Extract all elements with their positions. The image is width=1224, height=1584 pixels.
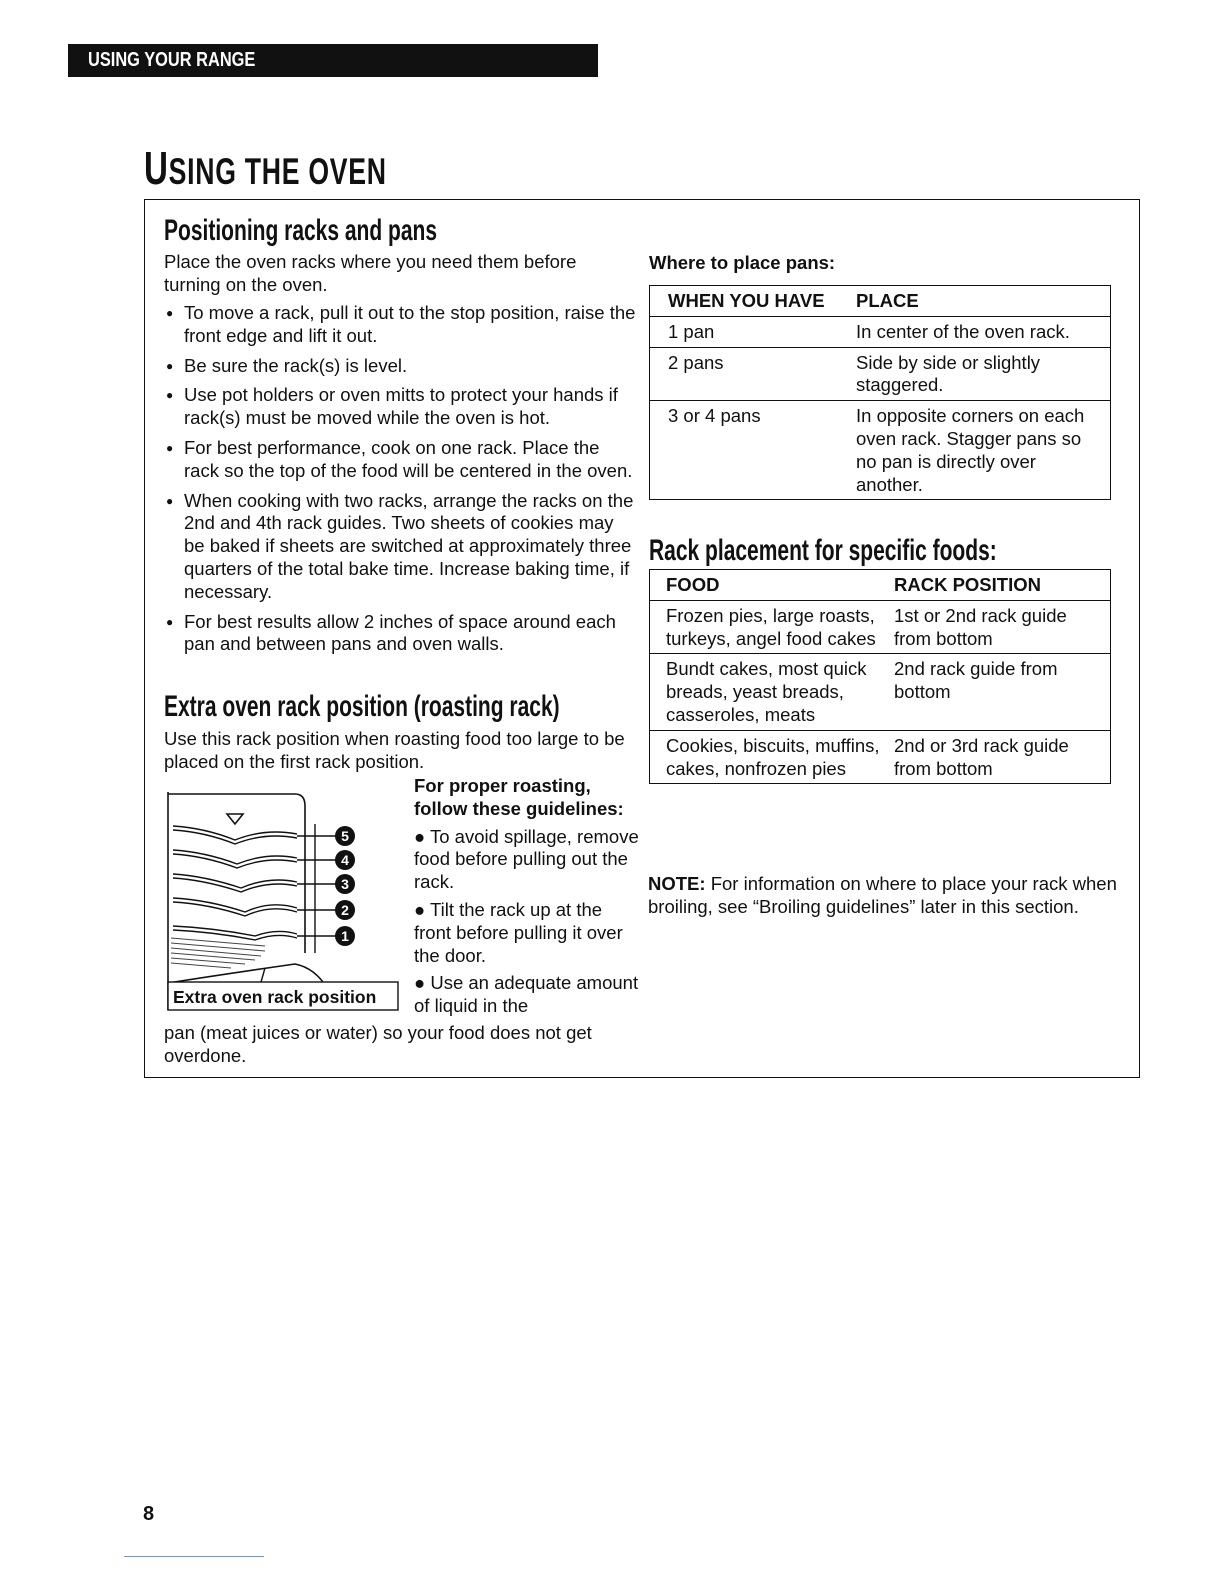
- pans-table-cell: In center of the oven rack.: [856, 320, 1070, 342]
- content-frame-right: [1139, 199, 1140, 1078]
- pans-table-cell: In opposite corners on each oven rack. Stagger pans so no pan is directly over another.: [856, 405, 1085, 495]
- positioning-heading: Positioning racks and pans: [164, 214, 438, 247]
- pans-table-label: Where to place pans:: [649, 252, 836, 273]
- positioning-bullet: ● Be sure the rack(s) is level.: [164, 355, 636, 378]
- rack-number-1: 1: [341, 928, 349, 944]
- rack-number-4: 4: [341, 852, 349, 868]
- table-row: [650, 600, 1110, 654]
- section-header-label: USING YOUR RANGE: [88, 49, 256, 71]
- pans-table: [649, 285, 1111, 500]
- pans-table-header-cell: PLACE: [856, 290, 919, 311]
- pans-table-cell: 3 or 4 pans: [668, 405, 761, 427]
- pans-table-header-cell: WHEN YOU HAVE: [668, 290, 825, 311]
- positioning-bullet: ● When cooking with two racks, arrange the racks on the 2nd and 4th rack guides. Two sheets of cookies may be baked if sheets are switched at approximately three quarters of the total bake time. Increase baking time, if necessary.: [164, 490, 636, 604]
- foods-table-cell: Cookies, biscuits, muffins, cakes, nonfrozen pies: [666, 734, 880, 779]
- roasting-guideline: ● Use an adequate amount of liquid in the: [414, 972, 639, 1017]
- oven-rack-diagram: [165, 778, 405, 1013]
- page-title: [144, 140, 387, 200]
- roasting-guideline: ● To avoid spillage, remove food before pulling out the rack.: [414, 825, 639, 893]
- page-number: 8: [143, 1503, 155, 1525]
- table-row: [650, 653, 1110, 729]
- foods-table-cell: Frozen pies, large roasts, turkeys, angel food cakes: [666, 604, 876, 649]
- foods-table-header-cell: FOOD: [666, 574, 720, 595]
- content-frame-top: [144, 199, 1140, 200]
- rack-number-badges: [335, 826, 355, 946]
- table-row: [650, 730, 1110, 784]
- table-row: [650, 347, 1110, 401]
- note-text: For information on where to place your rack when broiling, see “Broiling guidelines” later in this section.: [648, 873, 1117, 917]
- foods-table-cell: Bundt cakes, most quick breads, yeast breads, casseroles, meats: [666, 658, 867, 725]
- roasting-guideline-text: To avoid spillage, remove food before pulling out the rack.: [414, 825, 639, 893]
- rack-number-2: 2: [341, 902, 349, 918]
- section-header-bar: [68, 44, 598, 77]
- rack-number-5: 5: [341, 828, 349, 844]
- roasting-continuation: pan (meat juices or water) so your food does not get overdone.: [164, 1022, 592, 1066]
- broiling-note: [648, 873, 1118, 919]
- rack-number-3: 3: [341, 876, 349, 892]
- foods-table: [649, 569, 1111, 784]
- foods-table-header: [650, 570, 1110, 600]
- roasting-guidelines: [414, 775, 642, 1018]
- pans-table-cell: 2 pans: [668, 351, 724, 373]
- extra-rack-heading: Extra oven rack position (roasting rack): [164, 690, 560, 723]
- positioning-bullet: ● To move a rack, pull it out to the stop position, raise the front edge and lift it out.: [164, 302, 636, 348]
- diagram-caption: Extra oven rack position: [173, 987, 377, 1007]
- table-row: [650, 400, 1110, 499]
- footer-rule: [124, 1556, 264, 1557]
- foods-table-cell: 1st or 2nd rack guide from bottom: [894, 604, 1067, 649]
- foods-table-cell: 2nd rack guide from bottom: [894, 658, 1058, 703]
- page-title-rest: SING THE OVEN: [168, 151, 387, 192]
- content-frame-bottom: [144, 1077, 1140, 1078]
- positioning-bullet: ● For best performance, cook on one rack. Place the rack so the top of the food will be centered in the oven.: [164, 437, 636, 483]
- content-frame-left: [144, 199, 145, 1078]
- pans-table-header: [650, 286, 1110, 316]
- roasting-guideline-text: Tilt the rack up at the front before pulling it over the door.: [414, 898, 623, 966]
- roasting-guideline: ● Tilt the rack up at the front before pulling it over the door.: [414, 898, 623, 966]
- note-label: NOTE:: [648, 873, 706, 894]
- positioning-bullet: ● Use pot holders or oven mitts to protect your hands if rack(s) must be moved while the oven is hot.: [164, 384, 636, 430]
- foods-table-cell: 2nd or 3rd rack guide from bottom: [894, 734, 1069, 779]
- extra-rack-intro: Use this rack position when roasting food too large to be placed on the first rack position.: [164, 728, 625, 772]
- pans-table-cell: Side by side or slightly staggered.: [856, 351, 1041, 396]
- positioning-bullet: ● For best results allow 2 inches of space around each pan and between pans and oven walls.: [164, 611, 636, 657]
- page-title-first-letter: U: [144, 142, 169, 194]
- oven-rack-illustration: [165, 778, 405, 1013]
- foods-table-header-cell: RACK POSITION: [894, 574, 1041, 595]
- roasting-guideline-text: Use an adequate amount of liquid in the: [414, 972, 639, 1017]
- table-row: [650, 316, 1110, 347]
- positioning-intro: Place the oven racks where you need them before turning on the oven.: [164, 251, 577, 295]
- roasting-guidelines-title: For proper roasting, follow these guidelines:: [414, 775, 624, 819]
- pans-table-cell: 1 pan: [668, 320, 715, 342]
- positioning-bullet-list: [164, 302, 636, 663]
- foods-heading: Rack placement for specific foods:: [649, 534, 997, 567]
